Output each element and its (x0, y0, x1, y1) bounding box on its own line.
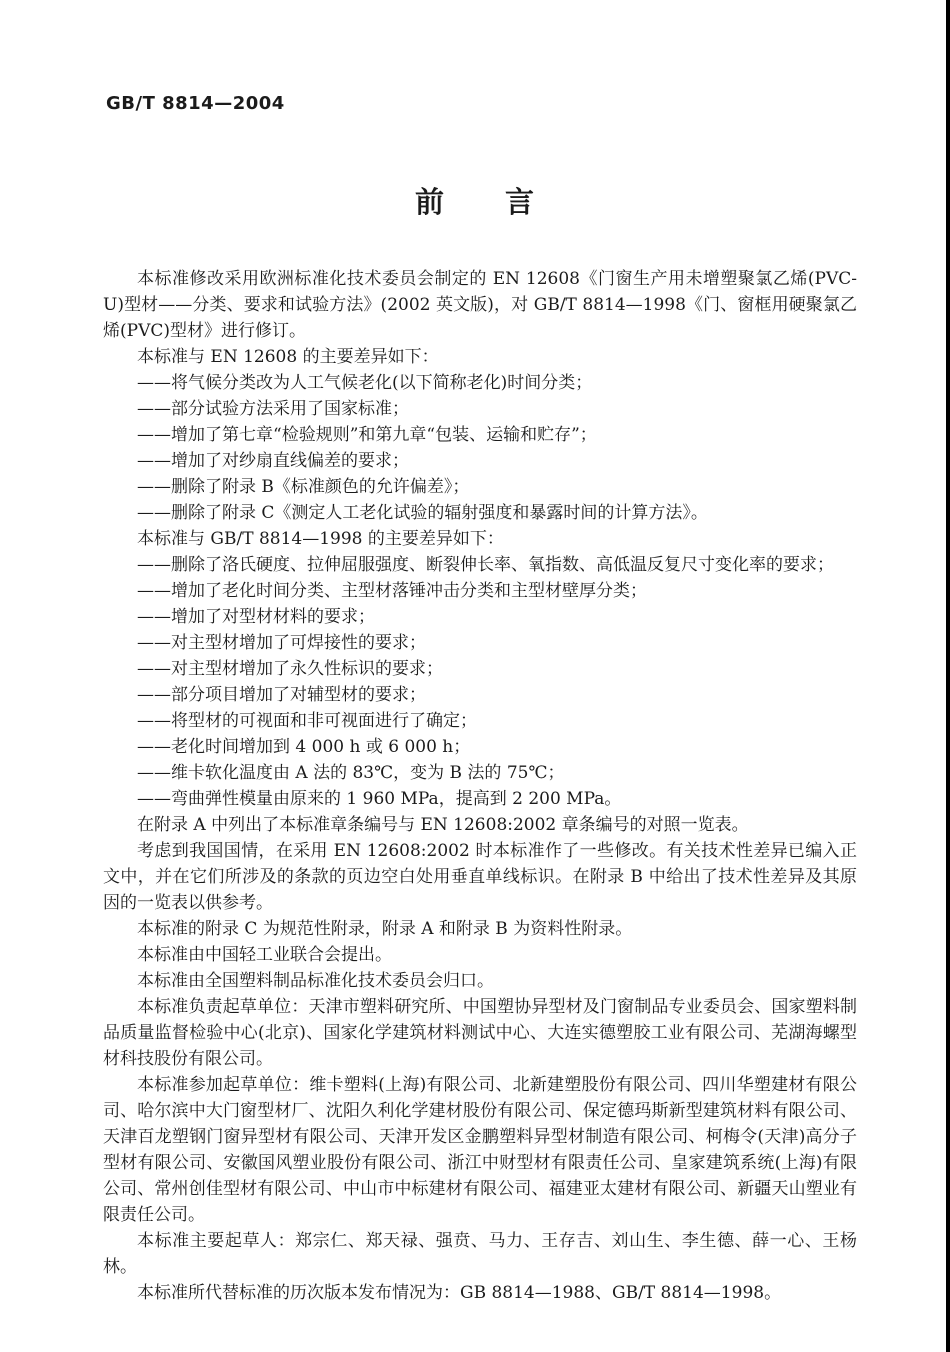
foreword-body (103, 266, 857, 1306)
foreword-paragraph: ——删除了附录 C《测定人工老化试验的辐射强度和暴露时间的计算方法》。 (137, 503, 708, 523)
foreword-paragraph: ——将气候分类改为人工气候老化(以下简称老化)时间分类； (137, 373, 593, 393)
foreword-paragraph: ——增加了对型材材料的要求； (137, 607, 375, 627)
foreword-paragraph: 本标准主要起草人：郑宗仁、郑天禄、强贲、马力、王存吉、刘山生、李生德、薛一心、王杨林。 (103, 1231, 857, 1277)
foreword-paragraph: 本标准与 GB/T 8814—1998 的主要差异如下： (137, 529, 504, 549)
foreword-paragraph: ——老化时间增加到 4 000 h 或 6 000 h； (137, 737, 471, 757)
foreword-paragraph: ——将型材的可视面和非可视面进行了确定； (137, 711, 477, 731)
foreword-paragraph: 本标准与 EN 12608 的主要差异如下： (137, 347, 439, 367)
foreword-paragraph: 本标准负责起草单位：天津市塑料研究所、中国塑协异型材及门窗制品专业委员会、国家塑料制品质量监督检验中心(北京)、国家化学建筑材料测试中心、大连实德塑胶工业有限公司、芜湖海螺型材科技股份有限公司。 (103, 997, 857, 1069)
standard-number: GB/T 8814—2004 (106, 93, 285, 114)
foreword-paragraph: ——删除了附录 B《标准颜色的允许偏差》； (137, 477, 470, 497)
foreword-paragraph: ——增加了对纱扇直线偏差的要求； (137, 451, 409, 471)
foreword-paragraph: 在附录 A 中列出了本标准章条编号与 EN 12608:2002 章条编号的对照一览表。 (137, 815, 749, 835)
foreword-paragraph: ——删除了洛氏硬度、拉伸屈服强度、断裂伸长率、氧指数、高低温反复尺寸变化率的要求； (137, 555, 834, 575)
foreword-paragraph: 本标准由中国轻工业联合会提出。 (137, 945, 392, 965)
foreword-paragraph: 考虑到我国国情，在采用 EN 12608:2002 时本标准作了一些修改。有关技术性差异已编入正文中，并在它们所涉及的条款的页边空白处用垂直单线标识。在附录 B 中给出了技术性差异及其原因的一览表以供参考。 (103, 841, 857, 913)
foreword-paragraph: 本标准由全国塑料制品标准化技术委员会归口。 (137, 971, 494, 991)
foreword-paragraph: ——部分试验方法采用了国家标准； (137, 399, 409, 419)
foreword-paragraph: ——增加了老化时间分类、主型材落锤冲击分类和主型材壁厚分类； (137, 581, 647, 601)
foreword-paragraph: ——弯曲弹性模量由原来的 1 960 MPa，提高到 2 200 MPa。 (137, 789, 622, 809)
foreword-paragraph: ——增加了第七章“检验规则”和第九章“包装、运输和贮存”； (137, 425, 597, 445)
foreword-paragraph: ——对主型材增加了永久性标识的要求； (137, 659, 443, 679)
page-title: 前 言 (414, 185, 535, 219)
foreword-paragraph: ——部分项目增加了对辅型材的要求； (137, 685, 426, 705)
foreword-paragraph: ——维卡软化温度由 A 法的 83℃，变为 B 法的 75℃； (137, 763, 565, 783)
foreword-paragraph: 本标准参加起草单位：维卡塑料(上海)有限公司、北新建塑股份有限公司、四川华塑建材有限公司、哈尔滨中大门窗型材厂、沈阳久利化学建材股份有限公司、保定德玛斯新型建筑材料有限公司、天津百龙塑钢门窗异型材有限公司、天津开发区金鹏塑料异型材制造有限公司、柯梅令(天津)高分子型材有限公司、安徽国风塑业股份有限公司、浙江中财型材有限责任公司、皇家建筑系统(上海)有限公司、常州创佳型材有限公司、中山市中标建材有限公司、福建亚太建材有限公司、新疆天山塑业有限责任公司。 (103, 1075, 857, 1225)
foreword-paragraph: 本标准修改采用欧洲标准化技术委员会制定的 EN 12608《门窗生产用未增塑聚氯乙烯(PVC-U)型材——分类、要求和试验方法》(2002 英文版)，对 GB/T 8814—1998《门、窗框用硬聚氯乙烯(PVC)型材》进行修订。 (103, 269, 857, 341)
foreword-paragraph: 本标准所代替标准的历次版本发布情况为：GB 8814—1988、GB/T 8814—1998。 (137, 1283, 782, 1303)
foreword-paragraph: ——对主型材增加了可焊接性的要求； (137, 633, 426, 653)
scan-edge-line (946, 0, 950, 1352)
foreword-paragraph: 本标准的附录 C 为规范性附录，附录 A 和附录 B 为资料性附录。 (137, 919, 633, 939)
